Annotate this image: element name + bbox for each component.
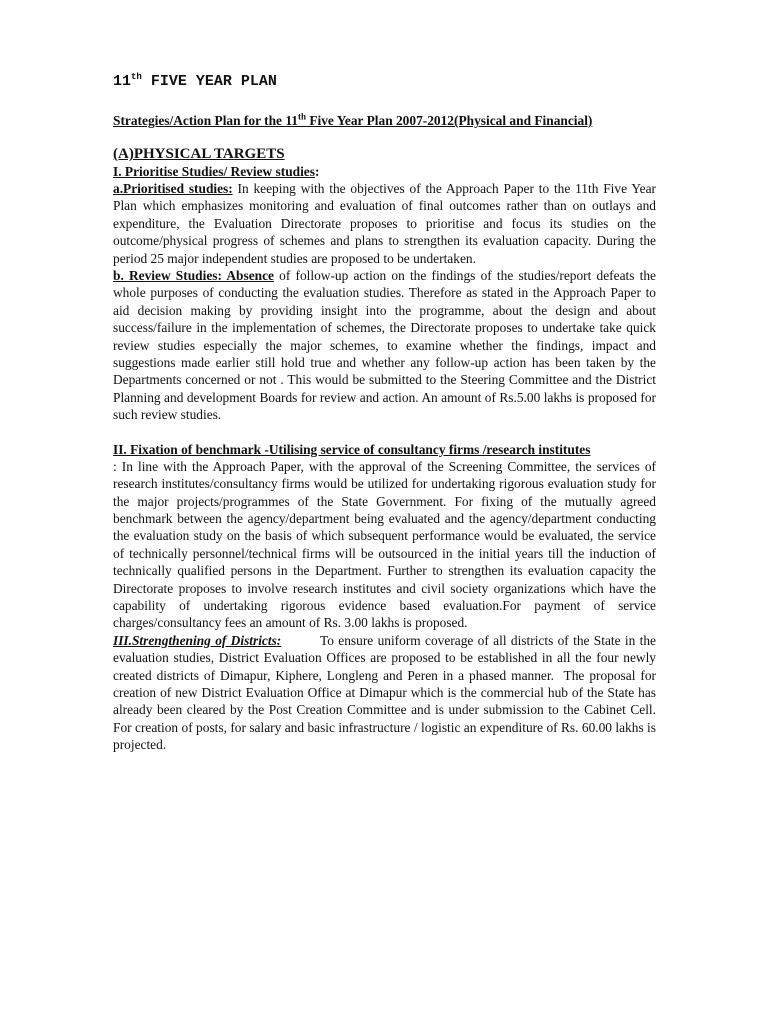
title-prefix: 11	[113, 73, 132, 90]
review-studies-text: of follow-up action on the findings of the studies/report defeats the whole purposes of conducting the evaluation studies. Therefore as stated in the Approach Paper to aid decision making by providing insight into the programme, about the design and about success/failure in the implementation of schemes, the Directorate proposes to undertake take quick review studies especially the major schemes, to examine whether the findings, impact and suggestions made earlier still hold true and whether any follow-up action has been taken by the Departments concerned or not . This would be submitted to the Steering Committee and the District Planning and development Boards for review and action. An amount of Rs.5.00 lakhs is proposed for such review studies.	[113, 268, 656, 423]
document-page	[113, 60, 667, 754]
subtitle-part1: Strategies/Action Plan for the 11	[113, 113, 298, 128]
section-i-heading-text: I. Prioritise Studies/ Review studies	[113, 164, 315, 179]
section-i-colon: :	[314, 164, 320, 179]
paragraph-strengthening-districts	[113, 632, 667, 754]
strengthening-districts-text: To ensure uniform coverage of all districts of the State in the evaluation studies, District Evaluation Offices are proposed to be established in all the four newly created districts of Dimapur, Kiphere, Longleng and Peren in a phased manner. The proposal for creation of new District Evaluation Office at Dimapur which is the commercial hub of the State has already been cleared by the Post Creation Committee and is under submission to the Cabinet Cell. For creation of posts, for salary and basic infrastructure / logistic an expenditure of Rs. 60.00 lakhs is projected.	[113, 632, 667, 753]
paragraph-review-studies	[113, 267, 656, 424]
prioritised-studies-text: In keeping with the objectives of the Approach Paper to the 11th Five Year Plan which emphasizes monitoring and evaluation of final outcomes rather than on outlays and expenditure, the Evaluation Directorate proposes to prioritise and focus its studies on the outcome/physical progress of schemes and plans to strengthen its evaluation capacity. During the period 25 major independent studies are proposed to be undertaken.	[113, 181, 656, 266]
review-studies-label: b. Review Studies: Absence	[113, 268, 274, 284]
subtitle-part2: Five Year Plan 2007-2012(Physical and Financial)	[305, 113, 593, 128]
section-iii-heading: III.Strengthening of Districts:	[113, 632, 282, 648]
paragraph-benchmark: : In line with the Approach Paper, with the approval of the Screening Committee, the services of research institutes/consultancy firms would be utilized for undertaking rigorous evaluation study for the major projects/programmes of the State Government. For fixing of the mutually agreed benchmark between the agency/department being evaluated and the agency/department conducting the evaluation study on the basis of which subsequent performance would be evaluated, the service of technically personnel/technical firms will be outsourced in the initial years till the induction of technically qualified persons in the Department. Further to strengthen its evaluation capacity the Directorate proposes to involve research institutes and civil society organizations which have the capability of undertaking rigorous evidence based evaluation.For payment of service charges/consultancy fees an amount of Rs. 3.00 lakhs is proposed.	[113, 458, 656, 631]
section-i-heading	[113, 163, 656, 180]
document-title	[113, 72, 656, 92]
section-ii-heading: II. Fixation of benchmark -Utilising service of consultancy firms /research institutes	[113, 441, 591, 457]
subtitle-superscript: th	[297, 111, 306, 122]
title-rest: FIVE YEAR PLAN	[141, 73, 277, 90]
title-superscript: th	[131, 72, 142, 82]
document-subtitle	[113, 112, 656, 129]
paragraph-prioritised-studies	[113, 180, 656, 267]
section-a-heading: (A)PHYSICAL TARGETS	[113, 146, 285, 162]
prioritised-studies-label: a.Prioritised studies:	[113, 181, 233, 196]
